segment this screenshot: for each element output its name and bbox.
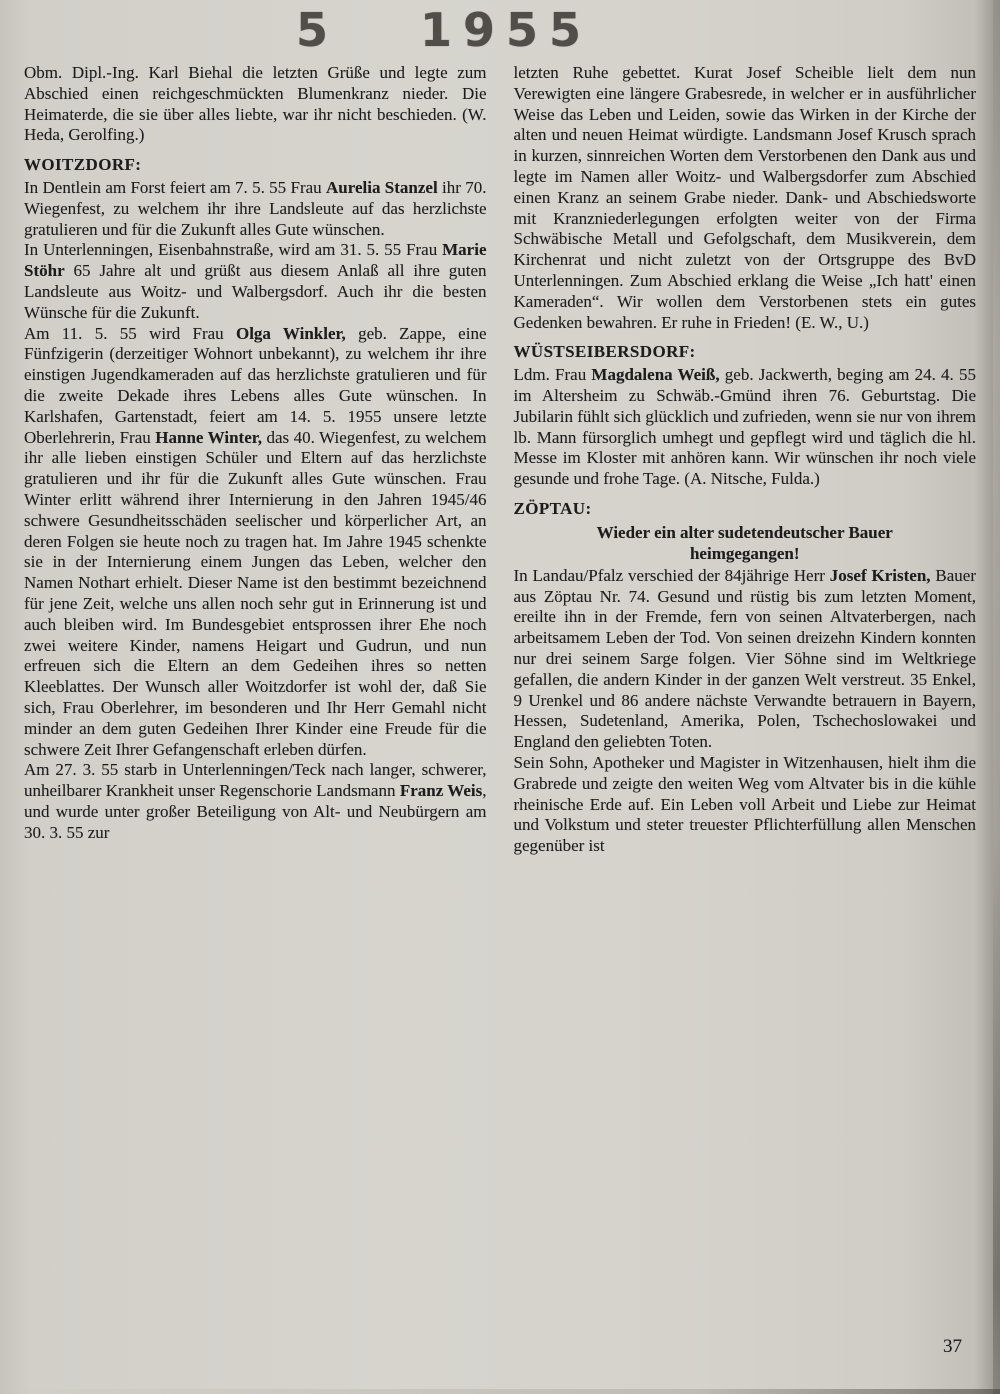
- body-text: In Dentlein am Forst feiert am 7. 5. 55 Frau: [24, 177, 327, 197]
- body-text: das 40. Wiegenfest, zu welchem ihr alle lieben einstigen Schüler und Eltern auf das herzlichste gratulieren und ihr für die Zukunft alles Gute wünschen. Frau Winter erlitt während ihrer Internierung in den Jahren 1945/46 schwere Gesundheitsschäden seelischer und körperlicher Art, an deren Folgen sie heute noch zu tragen hat. Im Jahre 1945 schenkte sie in der Internierung einem Jungen das Leben, welcher den Namen Nothart erhielt. Dieser Name ist den bestimmt bezeichnend für jene Zeit, welche uns allen noch sehr gut in Erinnerung ist und auch bleiben wird. Im Bundesgebiet entsprossen ihrer Ehe noch zwei weitere Kinder, namens Heigart und Gudrun, und nun erfreuen sich die Eltern an dem Gedeihen ihres so netten Kleeblattes. Der Wunsch aller Woitzdorfer ist wohl der, daß Sie sich, Frau Oberlehrer, im besonderen und Ihr Herr Gemahl nicht minder an dem guten Gedeihen Ihrer Kinder eine Freude für die schwere Zeit Ihrer Gefangenschaft erleben dürfen.: [24, 427, 487, 759]
- text-columns: [24, 63, 976, 857]
- paragraph: [24, 63, 487, 146]
- body-text: ihr 70. Wiegenfest, zu welchem ihr ihre Landsleute auf das herzlichste gratulieren und für die Zukunft alles Gute wünschen.: [24, 177, 487, 239]
- bold-name-text: Franz Weis: [399, 781, 483, 801]
- body-text: geb. Jackwerth, beging am 24. 4. 55 im Altersheim zu Schwäb.-Gmünd ihren 76. Geburtstag. Die Jubilarin fühlt sich glücklich und zufrieden, wenn sie nur von ihrem lb. Mann fürsorglich umhegt und gepflegt wird und täglich die hl. Messe im Kloster mit anhören kann. Wir wünschen ihr noch viele gesunde und frohe Tage. (A. Nitsche, Fulda.): [513, 365, 976, 489]
- page-number: 37: [943, 1336, 962, 1357]
- paragraph: [514, 365, 977, 490]
- year-number: 1955: [420, 3, 593, 57]
- page-header: [296, 4, 592, 56]
- issue-number: 5: [296, 3, 329, 57]
- body-text: Bauer aus Zöptau Nr. 74. Gesund und rüstig bis zum letzten Moment, ereilte ihn in der Fremde, fern von seinen Altvaterbergen, nach arbeitsamem Leben der Tod. Von seinen dreizehn Kindern konnten nur drei seinem Sarge folgen. Vier Söhne sind im Weltkriege gefallen, die andern Kinder in der ganzen Welt verstreut. 35 Enkel, 9 Urenkel und 86 andere nächste Verwandte betrauern in Bayern, Hessen, Sudetenland, Amerika, Polen, Tschechoslowakei und England den geliebten Toten.: [513, 565, 977, 752]
- paragraph: [514, 753, 977, 857]
- paragraph: [24, 324, 487, 761]
- body-text: In Unterlenningen, Eisenbahnstraße, wird am 31. 5. 55 Frau: [24, 240, 443, 260]
- section-heading: WOITZDORF:: [24, 155, 142, 175]
- section-subheading: Wieder ein alter sudetendeutscher Bauer heimgegangen!: [596, 522, 893, 563]
- section-heading: ZÖPTAU:: [513, 498, 592, 518]
- body-text: Ldm. Frau: [513, 365, 592, 385]
- body-text: Am 11. 5. 55 wird Frau: [24, 323, 236, 343]
- section-heading: WÜSTSEIBERSDORF:: [513, 342, 696, 362]
- left-column: [24, 63, 487, 857]
- paragraph: [514, 566, 977, 753]
- paragraph: [24, 178, 487, 240]
- body-text: 65 Jahre alt und grüßt aus diesem Anlaß all ihre guten Landsleute aus Woitz- und Walbergsdorf. Auch ihr die besten Wünsche für die Zukunft.: [24, 261, 487, 322]
- bold-name-text: Magdalena Weiß,: [591, 365, 720, 385]
- body-text: letzten Ruhe gebettet. Kurat Josef Scheible lielt dem nun Verewigten eine längere Grabesrede, in welcher er in ausführlicher Weise das Leben und Leiden, sowie das Wirken in der Kirche der alten und neuen Heimat würdigte. Landsmann Josef Krusch sprach in kurzen, sinnreichen Worten dem Verstorbenen den Dank aus und legte im Namen aller Woitz- und Walbergsdorfer zum Abschied einen Kranz an seinem Grabe nieder. Dank- und Abschiedsworte mit Kranzniederlegungen erfolgten weiter von der Firma Schwäbische Metall und Gefolgschaft, dem Musikverein, dem Kirchenrat und nicht zuletzt von der Ortsgruppe des BvD Unterlenningen. Zum Abschied erklang die Weise „Ich hatt' einen Kameraden“. Wir wollen dem Verstorbenen stets ein gutes Gedenken bewahren. Er ruhe in Frieden! (E. W., U.): [513, 63, 976, 332]
- bold-name-text: Olga Winkler,: [235, 323, 346, 343]
- body-text: , und wurde unter großer Beteiligung von Alt- und Neubürgern am 30. 3. 55 zur: [24, 781, 487, 842]
- bold-name-text: Marie Stöhr: [24, 240, 487, 281]
- bold-name-text: Aurelia Stanzel: [326, 177, 438, 197]
- scan-bottom-shadow: [0, 1389, 1000, 1394]
- body-text: Obm. Dipl.-Ing. Karl Biehal die letzten Grüße und legte zum Abschied einen reichgeschmückten Blumenkranz nieder. Die Heimaterde, die sie über alles liebte, war ihr nicht beschieden. (W. Heda, Gerolfing.): [24, 63, 487, 145]
- body-text: Am 27. 3. 55 starb in Unterlenningen/Teck nach langer, schwerer, unheilbarer Krankheit unser Regenschorie Landsmann: [24, 760, 487, 801]
- paragraph: [24, 760, 487, 843]
- paragraph: [24, 240, 487, 323]
- body-text: geb. Zappe, eine Fünfzigerin (derzeitiger Wohnort unbekannt), zu welchem ihr ihre einstigen Jugendkameraden auf das herzlichste gratulieren und für die zweite Dekade ihres Lebens alles Gute wünschen. In Karlshafen, Gartenstadt, feiert am 14. 5. 1955 unsere letzte Oberlehrerin, Frau: [24, 323, 487, 447]
- bold-name-text: Hanne Winter,: [155, 427, 262, 447]
- body-text: Sein Sohn, Apotheker und Magister in Witzenhausen, hielt ihm die Grabrede und zeigte den weiten Weg vom Altvater bis in die kühle rheinische Erde auf. Ein Leben voll Arbeit und Liebe zur Heimat und Volkstum und steter treuester Pflichterfüllung allen Menschen gegenüber ist: [513, 752, 976, 856]
- bold-name-text: Josef Kristen,: [829, 565, 931, 585]
- right-column: [514, 63, 977, 857]
- scan-edge-shadow: [993, 0, 1000, 1394]
- body-text: In Landau/Pfalz verschied der 84jährige Herr: [513, 565, 830, 585]
- paragraph: [514, 63, 977, 333]
